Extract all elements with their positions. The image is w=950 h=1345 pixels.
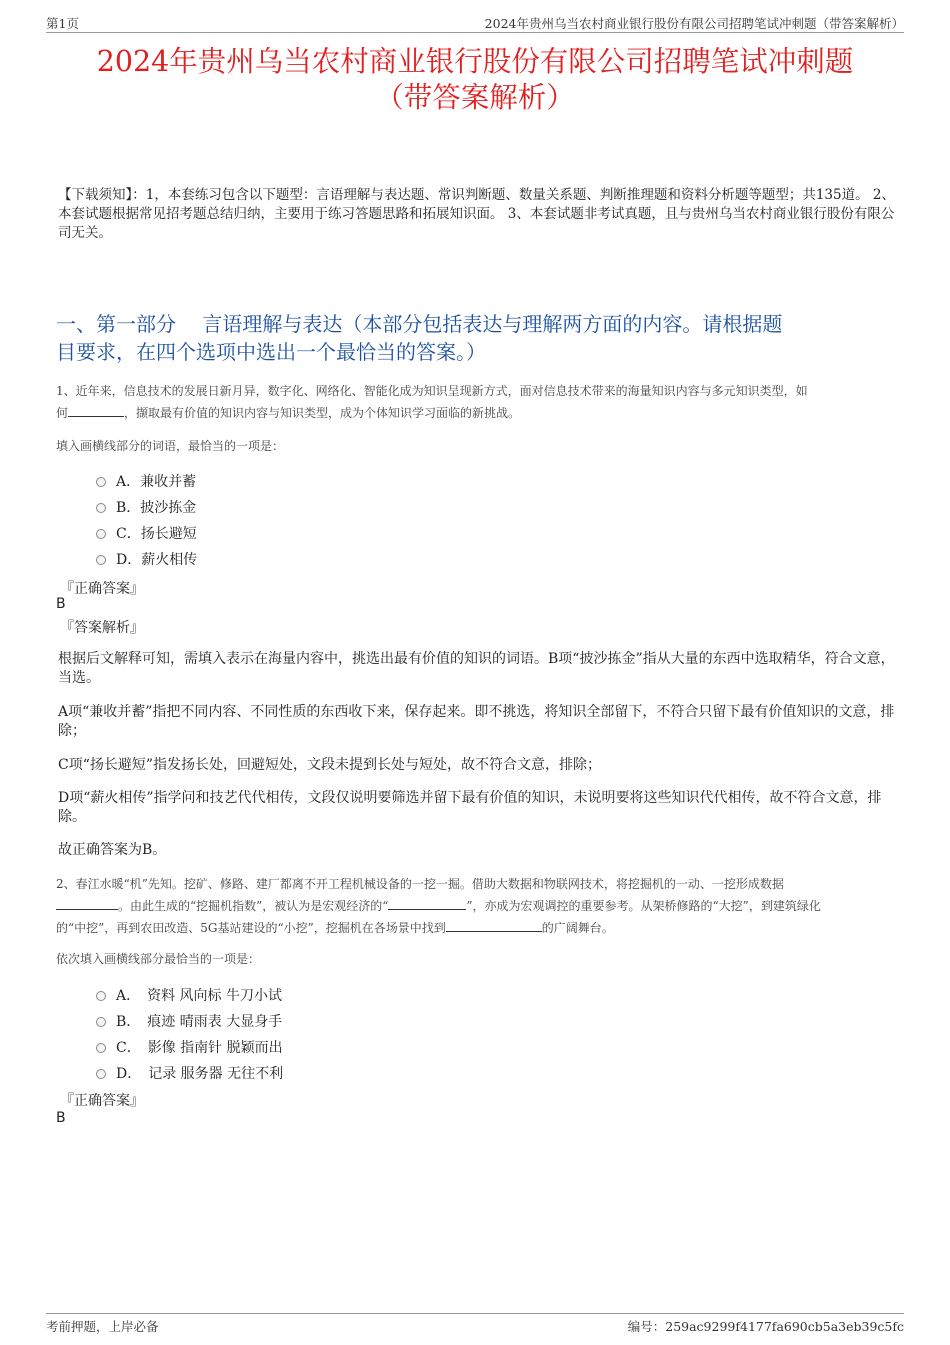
- question-1-text: [56, 381, 896, 424]
- question-1-line-1: 1、近年来，信息技术的发展日新月异，数字化、网络化、智能化成为知识呈现新方式，面对信息技术带来的海量知识内容与多元知识类型，如: [56, 384, 808, 398]
- header-doc-title: 2024年贵州乌当农村商业银行股份有限公司招聘笔试冲刺题（带答案解析）: [484, 16, 904, 31]
- q1-option-c[interactable]: [96, 523, 197, 543]
- radio-icon[interactable]: [96, 1069, 106, 1079]
- title-line-1: 2024年贵州乌当农村商业银行股份有限公司招聘笔试冲刺题: [96, 45, 854, 78]
- q1-answer-label: 『正确答案』: [60, 581, 144, 597]
- radio-icon[interactable]: [96, 1043, 106, 1053]
- q1-analysis-conclusion: 故正确答案为B。: [58, 842, 167, 858]
- radio-icon[interactable]: [96, 529, 106, 539]
- q1-option-d[interactable]: [96, 549, 197, 569]
- question-2-text: [56, 874, 896, 939]
- q2-line-3-pre: 的“中挖”，再到农田改造、5G基站建设的“小挖”，挖掘机在各场景中找到: [56, 921, 446, 935]
- radio-icon[interactable]: [96, 503, 106, 513]
- title-line-2: （带答案解析）: [375, 81, 575, 114]
- q2-option-d[interactable]: [96, 1063, 283, 1083]
- question-2-line-1: 2、春江水暖“机”先知。挖矿、修路、建厂都离不开工程机械设备的一挖一掘。借助大数据和物联网技术，将挖掘机的一动、一挖形成数据: [56, 877, 784, 891]
- q1-analysis-para-2: A项“兼收并蓄”指把不同内容、不同性质的东西收下来，保存起来。即不挑选，将知识全部留下，不符合只留下最有价值知识的文意，排除；: [58, 704, 895, 739]
- answer-blank: [68, 402, 124, 417]
- q2-line-3-post: 的广阔舞台。: [541, 921, 614, 935]
- radio-icon[interactable]: [96, 1017, 106, 1027]
- section-heading-line-2: 目要求，在四个选项中选出一个最恰当的答案。）: [56, 340, 486, 364]
- radio-icon[interactable]: [96, 991, 106, 1001]
- footer-doc-id: 编号：259ac9299f4177fa690cb5a3eb39c5fc: [627, 1319, 904, 1334]
- option-label: C．扬长避短: [116, 526, 197, 542]
- answer-blank: [446, 917, 542, 932]
- q2-option-c[interactable]: [96, 1037, 283, 1057]
- question-1-prompt: 填入画横线部分的词语，最恰当的一项是：: [56, 439, 285, 453]
- q1-analysis-para-1: 根据后文解释可知，需填入表示在海量内容中，挑选出最有价值的知识的词语。B项“披沙拣金”指从大量的东西中选取精华，符合文意，当选。: [58, 651, 895, 686]
- footer-slogan: 考前押题，上岸必备: [46, 1319, 159, 1334]
- option-label: C． 影像 指南针 脱颖而出: [116, 1040, 283, 1056]
- question-2-prompt: 依次填入画横线部分最恰当的一项是：: [56, 952, 261, 966]
- q1-analysis-label: 『答案解析』: [60, 620, 144, 636]
- question-2-line-2: [56, 895, 896, 917]
- q1-analysis-para-3: C项“扬长避短”指发扬长处，回避短处，文段未提到长处与短处，故不符合文意，排除；: [58, 757, 602, 773]
- q2-line-2-b: ”，亦成为宏观调控的重要参考。从架桥修路的“大挖”，到建筑绿化: [466, 899, 821, 913]
- option-label: B． 痕迹 晴雨表 大显身手: [116, 1014, 283, 1030]
- option-label: D．薪火相传: [116, 552, 198, 568]
- page-number: 第1页: [46, 16, 79, 31]
- q1-post-blank: ，撷取最有价值的知识内容与知识类型，成为个体知识学习面临的新挑战。: [124, 406, 521, 420]
- q2-option-a[interactable]: [96, 985, 282, 1005]
- q2-answer-label: 『正确答案』: [60, 1093, 144, 1109]
- option-label: A．兼收并蓄: [116, 474, 197, 490]
- q1-analysis-para-4: D项“薪火相传”指学问和技艺代代相传，文段仅说明要筛选并留下最有价值的知识，未说明要将这些知识代代相传，故不符合文意，排除。: [58, 790, 882, 825]
- page-title: [0, 44, 950, 116]
- answer-blank: [388, 895, 466, 910]
- option-label: D． 记录 服务器 无往不利: [116, 1066, 284, 1082]
- page-footer: [46, 1313, 904, 1334]
- q2-option-b[interactable]: [96, 1011, 282, 1031]
- download-notice: 【下载须知】：1，本套练习包含以下题型：言语理解与表达题、常识判断题、数量关系题、判断推理题和资料分析题等题型；共135道。 2、本套试题根据常见招考题总结归纳，主要用于练习答题思路和拓展知识面。 3、本套试题非考试真题，且与贵州乌当农村商业银行股份有限公司无关。: [58, 187, 895, 241]
- q2-line-2-a: 。由此生成的“挖掘机指数”，被认为是宏观经济的“: [118, 899, 389, 913]
- section-heading: [56, 310, 906, 366]
- q1-option-a[interactable]: [96, 471, 196, 491]
- q2-answer: B: [56, 1110, 66, 1126]
- q1-pre-blank: 何: [56, 406, 69, 420]
- q1-option-b[interactable]: [96, 497, 196, 517]
- radio-icon[interactable]: [96, 477, 106, 487]
- option-label: A． 资料 风向标 牛刀小试: [116, 988, 283, 1004]
- option-label: B．披沙拣金: [116, 500, 197, 516]
- q1-answer: B: [56, 596, 66, 612]
- section-heading-line-1: 一、第一部分 言语理解与表达（本部分包括表达与理解两方面的内容。请根据题: [56, 312, 783, 336]
- radio-icon[interactable]: [96, 555, 106, 565]
- question-2-line-3: [56, 917, 896, 939]
- question-1-line-2: [56, 402, 896, 424]
- answer-blank: [56, 895, 118, 910]
- page-header: [46, 14, 904, 33]
